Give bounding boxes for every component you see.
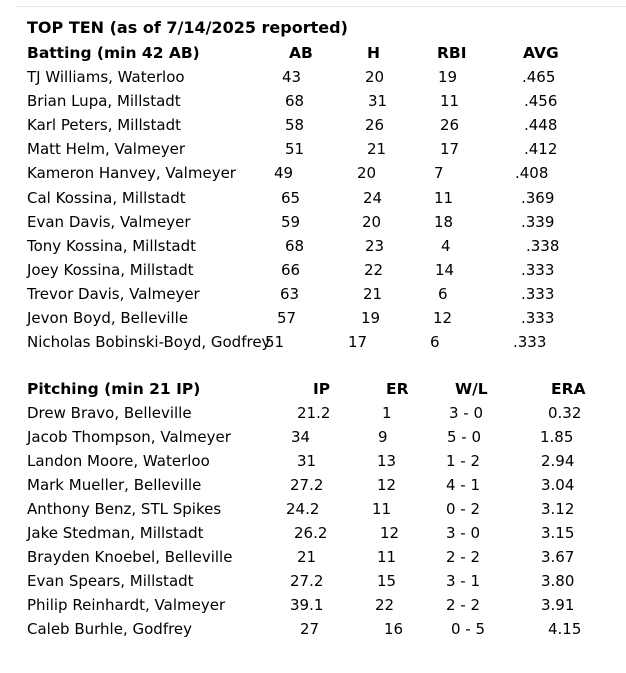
stat-rbi: 26 (440, 116, 460, 135)
stat-er: 12 (377, 476, 397, 494)
player-name: Brayden Knoebel, Belleville (27, 548, 233, 566)
player-name: Drew Bravo, Belleville (27, 404, 192, 422)
player-name: Jake Stedman, Millstadt (27, 524, 204, 542)
pitching-table-row (0, 596, 626, 620)
batting-heading: Batting (min 42 AB) (27, 44, 200, 62)
stat-wl: 3 - 1 (446, 572, 481, 590)
stat-ip: 21.2 (297, 404, 331, 422)
stat-h: 21 (367, 140, 387, 159)
stat-avg: .408 (515, 164, 549, 183)
stat-ab: 49 (274, 164, 294, 183)
column-header-rbi: RBI (437, 44, 467, 62)
stat-avg: .465 (522, 68, 556, 86)
stat-ip: 24.2 (286, 500, 320, 518)
batting-table-row (0, 68, 626, 92)
batting-table-row (0, 309, 626, 333)
stat-wl: 5 - 0 (447, 428, 482, 446)
player-name: Trevor Davis, Valmeyer (27, 284, 200, 303)
player-name: Jacob Thompson, Valmeyer (27, 428, 231, 446)
stat-h: 26 (365, 116, 385, 135)
stat-h: 20 (362, 212, 382, 231)
pitching-header-row (0, 380, 626, 404)
stat-rbi: 6 (438, 284, 448, 303)
stat-era: 1.85 (540, 428, 574, 446)
stat-avg: .333 (513, 333, 547, 352)
batting-table-row (0, 116, 626, 140)
stat-era: 3.15 (541, 524, 575, 542)
stat-wl: 0 - 5 (451, 620, 486, 638)
stat-era: 3.91 (541, 596, 575, 614)
stat-h: 20 (365, 68, 385, 86)
stat-ip: 34 (291, 428, 311, 446)
stat-ip: 31 (297, 452, 317, 470)
pitching-table-row (0, 524, 626, 548)
stat-era: 3.12 (541, 500, 575, 518)
pitching-table-row (0, 620, 626, 644)
stat-wl: 3 - 0 (449, 404, 484, 422)
stat-avg: .369 (521, 188, 555, 207)
player-name: Nicholas Bobinski-Boyd, Godfrey (27, 333, 271, 352)
pitching-table-row (0, 572, 626, 596)
batting-table-row (0, 189, 626, 213)
player-name: TJ Williams, Waterloo (27, 68, 185, 86)
stat-ab: 66 (281, 260, 301, 279)
page-title: TOP TEN (as of 7/14/2025 reported) (27, 18, 348, 37)
pitching-table-row (0, 404, 626, 428)
stat-ab: 57 (277, 309, 297, 327)
stat-er: 16 (384, 620, 404, 638)
stat-era: 3.80 (541, 572, 575, 590)
stat-avg: .339 (521, 212, 555, 231)
batting-table-row (0, 333, 626, 357)
column-header-ip: IP (313, 380, 331, 398)
player-name: Evan Davis, Valmeyer (27, 212, 191, 231)
stat-ab: 68 (285, 92, 305, 111)
stat-rbi: 6 (430, 333, 440, 352)
stat-ip: 27 (300, 620, 320, 638)
player-name: Anthony Benz, STL Spikes (27, 500, 222, 518)
stat-h: 17 (348, 333, 368, 352)
stat-ip: 39.1 (290, 596, 324, 614)
stat-wl: 3 - 0 (446, 524, 481, 542)
column-header-avg: AVG (523, 44, 559, 62)
stat-h: 24 (363, 188, 383, 207)
pitching-table-row (0, 476, 626, 500)
column-header-era: ERA (551, 380, 586, 398)
stat-h: 19 (361, 309, 381, 327)
player-name: Cal Kossina, Millstadt (27, 188, 186, 207)
stat-rbi: 19 (438, 68, 458, 86)
stat-era: 3.67 (541, 548, 575, 566)
pitching-heading: Pitching (min 21 IP) (27, 380, 201, 398)
stat-era: 2.94 (541, 452, 575, 470)
stat-rbi: 11 (440, 92, 460, 111)
stat-rbi: 4 (441, 236, 451, 255)
stat-ip: 26.2 (294, 524, 328, 542)
player-name: Joey Kossina, Millstadt (27, 260, 194, 279)
stat-h: 21 (363, 284, 383, 303)
stat-ab: 43 (282, 68, 302, 86)
batting-table-row (0, 164, 626, 188)
stat-ab: 65 (281, 188, 301, 207)
stat-wl: 2 - 2 (446, 548, 481, 566)
stat-er: 9 (378, 428, 388, 446)
player-name: Kameron Hanvey, Valmeyer (27, 164, 236, 183)
pitching-table-row (0, 452, 626, 476)
stat-era: 3.04 (541, 476, 575, 494)
player-name: Landon Moore, Waterloo (27, 452, 210, 470)
stat-er: 1 (382, 404, 392, 422)
stat-rbi: 11 (434, 188, 454, 207)
stat-avg: .333 (521, 284, 555, 303)
stat-rbi: 14 (435, 260, 455, 279)
stat-er: 15 (377, 572, 397, 590)
player-name: Karl Peters, Millstadt (27, 116, 181, 135)
stat-rbi: 12 (433, 309, 453, 327)
player-name: Caleb Burhle, Godfrey (27, 620, 193, 638)
batting-table-row (0, 261, 626, 285)
stat-ab: 51 (265, 333, 285, 352)
player-name: Tony Kossina, Millstadt (27, 236, 196, 255)
stat-avg: .333 (521, 260, 555, 279)
stat-wl: 0 - 2 (446, 500, 481, 518)
pitching-table-row (0, 500, 626, 524)
stat-h: 31 (368, 92, 388, 111)
player-name: Philip Reinhardt, Valmeyer (27, 596, 226, 614)
stat-avg: .338 (526, 236, 560, 255)
player-name: Evan Spears, Millstadt (27, 572, 194, 590)
column-header-er: ER (386, 380, 409, 398)
batting-table-row (0, 285, 626, 309)
stat-ip: 27.2 (290, 572, 324, 590)
column-header-w-l: W/L (455, 380, 488, 398)
stat-h: 20 (357, 164, 377, 183)
stat-rbi: 7 (434, 164, 444, 183)
stat-h: 22 (364, 260, 384, 279)
player-name: Mark Mueller, Belleville (27, 476, 202, 494)
stat-ab: 51 (285, 140, 305, 159)
stat-ab: 68 (285, 236, 305, 255)
stat-rbi: 17 (440, 140, 460, 159)
stat-avg: .456 (524, 92, 558, 111)
player-name: Brian Lupa, Millstadt (27, 92, 181, 111)
stat-ip: 21 (297, 548, 317, 566)
stat-er: 11 (377, 548, 397, 566)
stat-ab: 59 (281, 212, 301, 231)
pitching-table-row (0, 548, 626, 572)
column-header-ab: AB (289, 44, 313, 62)
stat-wl: 4 - 1 (446, 476, 481, 494)
stat-era: 4.15 (548, 620, 582, 638)
stat-h: 23 (365, 236, 385, 255)
stat-ip: 27.2 (290, 476, 324, 494)
stat-era: 0.32 (548, 404, 582, 422)
column-header-h: H (367, 44, 380, 62)
stat-avg: .448 (524, 116, 558, 135)
batting-table-row (0, 237, 626, 261)
stat-ab: 63 (280, 284, 300, 303)
batting-table-row (0, 213, 626, 237)
stat-er: 11 (372, 500, 392, 518)
stat-er: 22 (375, 596, 395, 614)
stat-avg: .333 (521, 309, 555, 327)
stat-avg: .412 (524, 140, 558, 159)
player-name: Jevon Boyd, Belleville (27, 309, 189, 327)
batting-table-row (0, 92, 626, 116)
stat-er: 13 (377, 452, 397, 470)
stat-rbi: 18 (434, 212, 454, 231)
stat-ab: 58 (285, 116, 305, 135)
stat-er: 12 (380, 524, 400, 542)
pitching-table-row (0, 428, 626, 452)
batting-table-row (0, 140, 626, 164)
stat-wl: 2 - 2 (446, 596, 481, 614)
stat-wl: 1 - 2 (446, 452, 481, 470)
batting-header-row (0, 44, 626, 68)
player-name: Matt Helm, Valmeyer (27, 140, 186, 159)
top-divider (16, 6, 626, 7)
